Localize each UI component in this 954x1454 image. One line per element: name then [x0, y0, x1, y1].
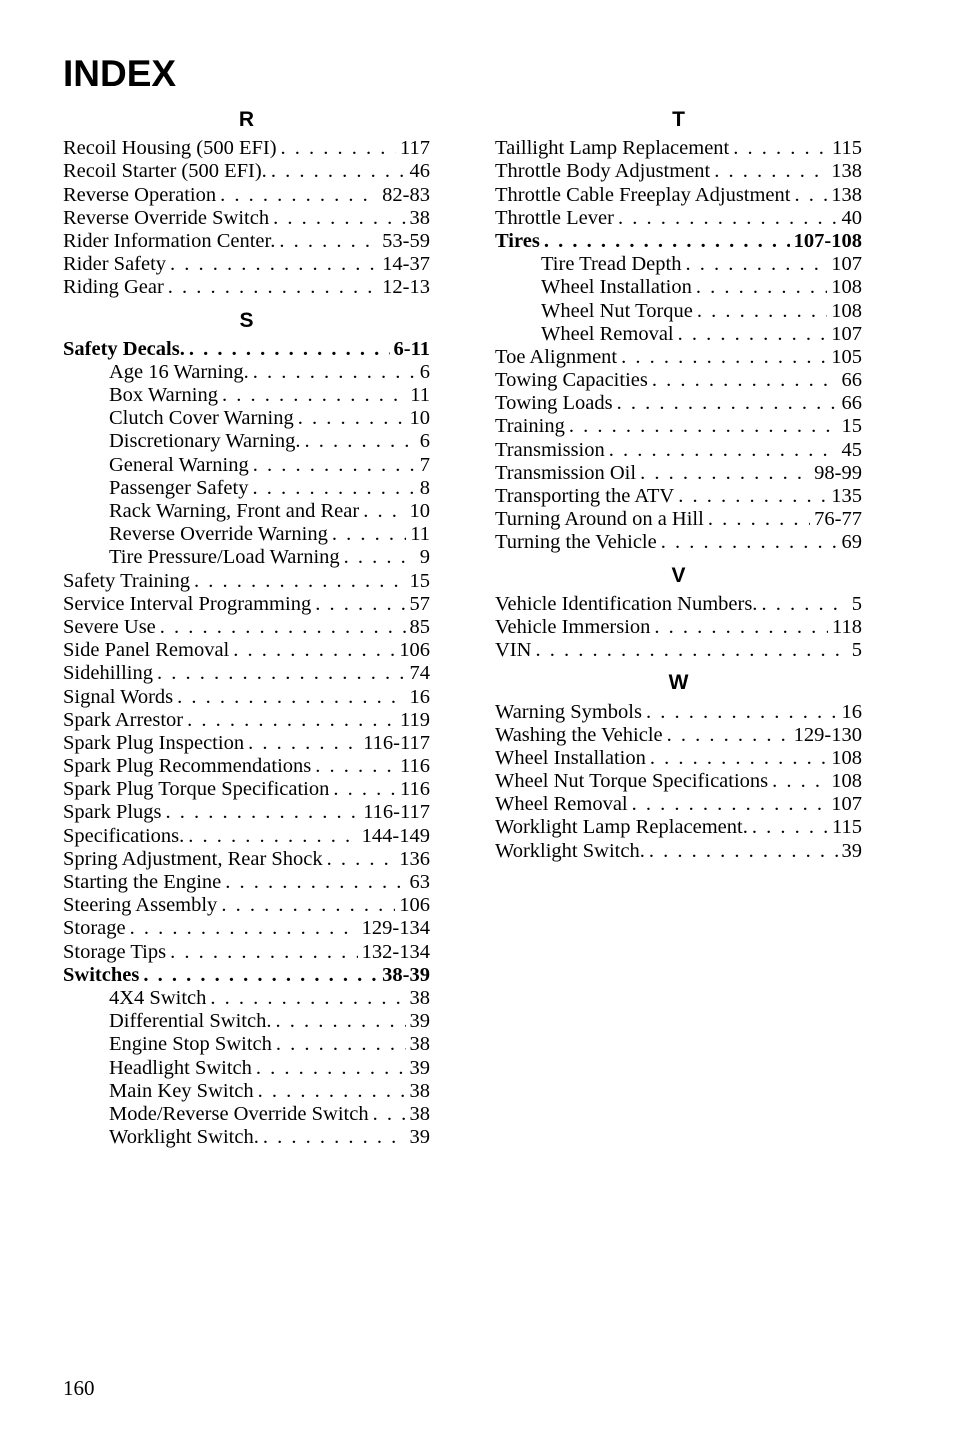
entry-page: 39	[409, 1056, 430, 1079]
dot-leader	[649, 840, 838, 863]
dot-leader	[160, 616, 406, 639]
dot-leader	[609, 439, 838, 462]
entry-page: 38	[409, 1033, 430, 1056]
entry-label: Box Warning	[109, 384, 219, 407]
index-subentry	[495, 253, 862, 276]
index-subentry	[63, 1126, 430, 1149]
dot-leader	[535, 639, 847, 662]
entry-label: Transmission Oil	[495, 461, 637, 484]
index-entry	[495, 639, 862, 662]
entry-label: Headlight Switch	[109, 1056, 252, 1079]
entry-page: 53-59	[382, 229, 430, 252]
index-entry	[495, 793, 862, 816]
index-column-right	[495, 104, 862, 863]
entry-page: 66	[841, 369, 862, 392]
index-entry	[495, 840, 862, 863]
index-entry	[495, 701, 862, 724]
entry-page: 132-134	[361, 940, 430, 963]
entry-page: 45	[841, 438, 862, 461]
index-entry	[495, 770, 862, 793]
entry-page: 116	[400, 755, 430, 778]
entry-label: Throttle Cable Freeplay Adjustment	[495, 183, 791, 206]
entry-page: 5	[851, 639, 862, 662]
index-entry	[63, 253, 430, 276]
entry-page: 106	[399, 639, 430, 662]
index-column-left	[63, 104, 430, 1149]
entry-label: Clutch Cover Warning	[109, 407, 294, 430]
dot-leader	[544, 230, 790, 253]
entry-label: Differential Switch.	[109, 1010, 272, 1033]
entry-page: 6	[419, 430, 430, 453]
entry-label: Vehicle Immersion	[495, 615, 651, 638]
dot-leader	[256, 1057, 406, 1080]
dot-leader	[276, 1033, 406, 1056]
index-subentry	[63, 546, 430, 569]
entry-label: Steering Assembly	[63, 894, 218, 917]
entry-label: Turning Around on a Hill	[495, 508, 704, 531]
index-entry	[63, 276, 430, 299]
entry-page: 108	[831, 299, 862, 322]
entry-page: 39	[841, 839, 862, 862]
dot-leader	[188, 825, 357, 848]
entry-label: Recoil Housing (500 EFI)	[63, 137, 277, 160]
entry-page: 82-83	[382, 183, 430, 206]
index-entry	[63, 230, 430, 253]
entry-label: Switches	[63, 963, 140, 986]
entry-page: 11	[410, 523, 430, 546]
entry-label: Riding Gear	[63, 276, 164, 299]
entry-page: 69	[841, 531, 862, 554]
dot-leader	[697, 300, 827, 323]
index-entry	[63, 709, 430, 732]
index-entry	[495, 160, 862, 183]
entry-label: Training	[495, 415, 565, 438]
entry-label: Severe Use	[63, 615, 156, 638]
index-entry	[495, 207, 862, 230]
entry-label: Warning Symbols	[495, 700, 642, 723]
dot-leader	[279, 230, 378, 253]
index-entry	[495, 485, 862, 508]
entry-label: Throttle Lever	[495, 206, 614, 229]
dot-leader	[157, 662, 406, 685]
index-entry	[63, 160, 430, 183]
entry-page: 107-108	[793, 229, 862, 252]
entry-page: 106	[399, 894, 430, 917]
index-subentry	[495, 300, 862, 323]
entry-label: Spark Plug Recommendations	[63, 755, 312, 778]
index-entry	[495, 369, 862, 392]
entry-label: Rider Safety	[63, 253, 167, 276]
entry-page: 9	[419, 546, 430, 569]
index-subentry	[63, 384, 430, 407]
dot-leader	[363, 500, 405, 523]
entry-label: Rack Warning, Front and Rear	[109, 500, 360, 523]
entry-label: Main Key Switch	[109, 1079, 254, 1102]
entry-label: Wheel Removal	[541, 322, 674, 345]
index-entry	[63, 338, 430, 361]
dot-leader	[654, 616, 828, 639]
entry-label: Spark Plug Inspection	[63, 731, 245, 754]
index-entry	[495, 508, 862, 531]
dot-leader	[233, 639, 395, 662]
index-subentry	[63, 1057, 430, 1080]
entry-label: Washing the Vehicle	[495, 723, 663, 746]
index-section-v	[495, 564, 862, 663]
index-entry	[63, 593, 430, 616]
entry-label: Wheel Nut Torque Specifications	[495, 770, 769, 793]
entry-label: Wheel Removal	[495, 793, 628, 816]
entry-label: Safety Decals.	[63, 337, 185, 360]
index-entry	[63, 616, 430, 639]
dot-leader	[221, 894, 395, 917]
entry-label: Tire Pressure/Load Warning	[109, 546, 340, 569]
section-letter: T	[672, 108, 685, 131]
entry-page: 107	[831, 253, 862, 276]
index-subentry	[63, 361, 430, 384]
index-entry	[63, 848, 430, 871]
index-entry	[495, 346, 862, 369]
entry-label: Signal Words	[63, 685, 174, 708]
index-entry	[63, 825, 430, 848]
dot-leader	[258, 1080, 406, 1103]
dot-leader	[569, 415, 838, 438]
entry-page: 107	[831, 793, 862, 816]
entry-page: 136	[399, 847, 430, 870]
dot-leader	[618, 207, 838, 230]
entry-page: 116	[400, 778, 430, 801]
entry-page: 105	[831, 345, 862, 368]
entry-label: Reverse Override Switch	[63, 206, 270, 229]
entry-label: Sidehilling	[63, 662, 153, 685]
entry-page: 38	[409, 1079, 430, 1102]
entry-page: 98-99	[814, 461, 862, 484]
index-entry	[495, 593, 862, 616]
index-entry	[63, 207, 430, 230]
entry-label: Side Panel Removal	[63, 639, 230, 662]
entry-page: 38	[409, 1102, 430, 1125]
entry-page: 16	[409, 685, 430, 708]
index-entry	[495, 230, 862, 253]
dot-leader	[281, 137, 396, 160]
dot-leader	[621, 346, 827, 369]
section-letter: R	[238, 108, 255, 131]
index-section-w	[495, 671, 862, 863]
index-entry	[63, 778, 430, 801]
entry-label: Worklight Switch.	[109, 1126, 259, 1149]
entry-label: Worklight Lamp Replacement.	[495, 816, 748, 839]
index-subentry	[63, 1010, 430, 1033]
entry-label: Wheel Installation	[541, 276, 692, 299]
index-entry	[63, 917, 430, 940]
entry-page: 57	[409, 592, 430, 615]
entry-label: Spark Arrestor	[63, 708, 184, 731]
dot-leader	[253, 454, 416, 477]
section-letter: V	[671, 563, 686, 587]
dot-leader	[315, 593, 405, 616]
index-entry	[495, 616, 862, 639]
dot-leader	[373, 1103, 406, 1126]
entry-label: Storage	[63, 917, 126, 940]
entry-page: 74	[409, 662, 430, 685]
entry-page: 135	[831, 485, 862, 508]
dot-leader	[617, 392, 838, 415]
entry-page: 16	[841, 700, 862, 723]
dot-leader	[696, 276, 827, 299]
dot-leader	[772, 770, 827, 793]
entry-page: 46	[409, 160, 430, 183]
dot-leader	[332, 523, 406, 546]
entry-page: 10	[409, 407, 430, 430]
dot-leader	[170, 941, 358, 964]
dot-leader	[667, 724, 790, 747]
dot-leader	[210, 987, 405, 1010]
index-entry	[63, 941, 430, 964]
dot-leader	[752, 816, 828, 839]
entry-label: Spring Adjustment, Rear Shock	[63, 847, 323, 870]
dot-leader	[333, 778, 396, 801]
entry-label: Wheel Nut Torque	[541, 299, 693, 322]
page-number: 160	[63, 1376, 95, 1400]
dot-leader	[714, 160, 827, 183]
entry-label: Throttle Body Adjustment	[495, 160, 711, 183]
entry-page: 10	[409, 500, 430, 523]
entry-page: 119	[400, 708, 430, 731]
dot-leader	[678, 485, 827, 508]
entry-label: Turning the Vehicle	[495, 531, 657, 554]
entry-label: Specifications.	[63, 824, 185, 847]
index-subentry	[63, 454, 430, 477]
dot-leader	[708, 508, 810, 531]
entry-label: Recoil Starter (500 EFI).	[63, 160, 267, 183]
dot-leader	[661, 531, 838, 554]
index-entry	[63, 894, 430, 917]
entry-label: Service Interval Programming	[63, 592, 312, 615]
entry-page: 118	[832, 615, 862, 638]
dot-leader	[220, 184, 378, 207]
entry-page: 108	[831, 276, 862, 299]
entry-page: 115	[832, 137, 862, 160]
dot-leader	[305, 430, 416, 453]
dot-leader	[166, 801, 360, 824]
entry-label: Towing Capacities	[495, 369, 648, 392]
dot-leader	[189, 338, 390, 361]
entry-page: 129-130	[793, 723, 862, 746]
index-entry	[495, 724, 862, 747]
entry-page: 115	[832, 816, 862, 839]
entry-label: Safety Training	[63, 569, 190, 592]
entry-page: 38	[409, 986, 430, 1009]
entry-page: 6-11	[393, 337, 430, 360]
entry-label: Engine Stop Switch	[109, 1033, 272, 1056]
index-subentry	[495, 276, 862, 299]
entry-label: Worklight Switch.	[495, 839, 645, 862]
index-entry	[63, 871, 430, 894]
entry-page: 40	[841, 206, 862, 229]
entry-page: 14-37	[382, 253, 430, 276]
entry-page: 85	[409, 615, 430, 638]
entry-page: 5	[851, 592, 862, 615]
index-entry	[495, 816, 862, 839]
dot-leader	[794, 184, 827, 207]
entry-page: 66	[841, 392, 862, 415]
dot-leader	[194, 570, 406, 593]
entry-page: 138	[831, 160, 862, 183]
entry-page: 108	[831, 746, 862, 769]
entry-label: Transmission	[495, 438, 605, 461]
entry-label: Discretionary Warning.	[109, 430, 301, 453]
entry-label: Toe Alignment	[495, 345, 618, 368]
index-subentry	[63, 407, 430, 430]
entry-page: 138	[831, 183, 862, 206]
index-entry	[63, 801, 430, 824]
dot-leader	[678, 323, 828, 346]
dot-leader	[640, 462, 810, 485]
index-subentry	[63, 477, 430, 500]
entry-page: 7	[419, 453, 430, 476]
index-entry	[63, 662, 430, 685]
index-entry	[495, 184, 862, 207]
entry-label: Tire Tread Depth	[541, 253, 682, 276]
entry-page: 11	[410, 384, 430, 407]
dot-leader	[733, 137, 828, 160]
index-subentry	[63, 987, 430, 1010]
entry-page: 107	[831, 322, 862, 345]
entry-page: 15	[409, 569, 430, 592]
index-entry	[495, 137, 862, 160]
section-letter: W	[668, 671, 689, 695]
entry-page: 108	[831, 770, 862, 793]
dot-leader	[187, 709, 396, 732]
index-subentry	[63, 430, 430, 453]
index-section-s	[63, 309, 430, 1150]
index-entry	[495, 531, 862, 554]
dot-leader	[315, 755, 396, 778]
index-entry	[63, 964, 430, 987]
entry-page: 116-117	[363, 801, 430, 824]
dot-leader	[271, 160, 406, 183]
entry-page: 12-13	[382, 276, 430, 299]
entry-label: Age 16 Warning.	[109, 360, 249, 383]
dot-leader	[761, 593, 847, 616]
dot-leader	[248, 732, 359, 755]
dot-leader	[263, 1126, 406, 1149]
entry-label: Wheel Installation	[495, 746, 646, 769]
index-entry	[63, 137, 430, 160]
index-entry	[495, 462, 862, 485]
dot-leader	[130, 917, 358, 940]
entry-label: 4X4 Switch	[109, 986, 207, 1009]
entry-label: Mode/Reverse Override Switch	[109, 1102, 369, 1125]
index-subentry	[495, 323, 862, 346]
entry-label: Vehicle Identification Numbers.	[495, 592, 758, 615]
entry-label: VIN	[495, 639, 532, 662]
index-entry	[495, 439, 862, 462]
dot-leader	[170, 253, 378, 276]
dot-leader	[253, 361, 416, 384]
index-entry	[63, 639, 430, 662]
index-section-r	[63, 108, 430, 300]
entry-page: 6	[419, 360, 430, 383]
index-entry	[495, 415, 862, 438]
entry-label: General Warning	[109, 453, 249, 476]
entry-label: Starting the Engine	[63, 871, 222, 894]
entry-page: 144-149	[361, 824, 430, 847]
index-entry	[495, 392, 862, 415]
dot-leader	[225, 871, 405, 894]
entry-page: 38-39	[382, 963, 430, 986]
dot-leader	[652, 369, 838, 392]
entry-label: Transporting the ATV	[495, 485, 675, 508]
index-entry	[63, 732, 430, 755]
dot-leader	[252, 477, 415, 500]
dot-leader	[298, 407, 406, 430]
dot-leader	[222, 384, 406, 407]
dot-leader	[685, 253, 827, 276]
index-subentry	[63, 1080, 430, 1103]
entry-page: 117	[400, 137, 430, 160]
index-entry	[63, 184, 430, 207]
dot-leader	[632, 793, 828, 816]
entry-label: Reverse Override Warning	[109, 523, 328, 546]
dot-leader	[177, 686, 405, 709]
section-letter: S	[239, 308, 254, 332]
entry-label: Towing Loads	[495, 392, 613, 415]
index-section-t	[495, 108, 862, 555]
dot-leader	[143, 964, 378, 987]
dot-leader	[168, 276, 378, 299]
entry-page: 8	[419, 476, 430, 499]
entry-label: Tires	[495, 229, 540, 252]
entry-label: Reverse Operation	[63, 183, 217, 206]
entry-label: Rider Information Center.	[63, 229, 276, 252]
entry-page: 76-77	[814, 508, 862, 531]
entry-page: 38	[409, 206, 430, 229]
index-subentry	[63, 1033, 430, 1056]
page-title: INDEX	[63, 53, 177, 94]
index-entry	[495, 747, 862, 770]
index-entry	[63, 570, 430, 593]
index-entry	[63, 755, 430, 778]
entry-label: Passenger Safety	[109, 476, 249, 499]
entry-label: Storage Tips	[63, 940, 167, 963]
index-subentry	[63, 523, 430, 546]
index-entry	[63, 686, 430, 709]
entry-label: Spark Plugs	[63, 801, 162, 824]
index-subentry	[63, 1103, 430, 1126]
dot-leader	[650, 747, 827, 770]
entry-page: 39	[409, 1010, 430, 1033]
entry-label: Spark Plug Torque Specification	[63, 778, 330, 801]
entry-page: 116-117	[363, 731, 430, 754]
entry-page: 63	[409, 871, 430, 894]
entry-label: Taillight Lamp Replacement	[495, 137, 730, 160]
dot-leader	[275, 1010, 405, 1033]
dot-leader	[273, 207, 405, 230]
index-subentry	[63, 500, 430, 523]
entry-page: 15	[841, 415, 862, 438]
dot-leader	[327, 848, 396, 871]
dot-leader	[646, 701, 838, 724]
entry-page: 39	[409, 1126, 430, 1149]
entry-page: 129-134	[361, 917, 430, 940]
dot-leader	[344, 546, 416, 569]
